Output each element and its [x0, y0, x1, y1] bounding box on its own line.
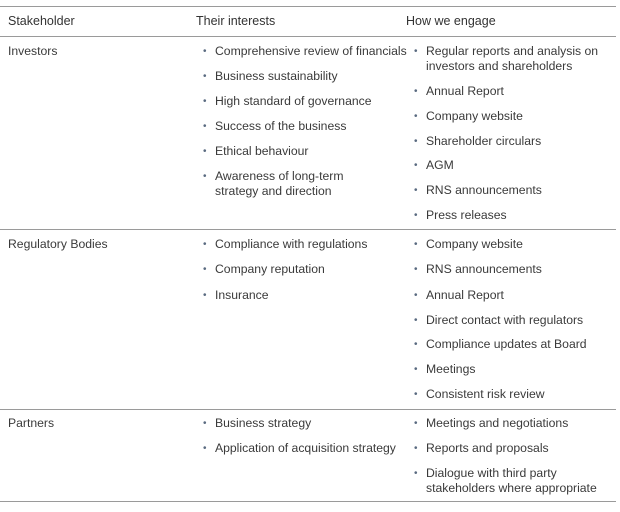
bullet-icon: • [203, 264, 207, 275]
interest-item-text [215, 262, 325, 277]
interest-item-text [215, 119, 346, 134]
bullet-icon: • [414, 86, 418, 97]
engage-item [414, 237, 523, 252]
row-rule [0, 229, 616, 230]
engage-item [414, 362, 475, 377]
interest-item [203, 288, 269, 303]
item-line: Consistent risk review [426, 387, 545, 401]
bullet-icon: • [203, 121, 207, 132]
item-line: Shareholder circulars [426, 134, 542, 148]
bullet-icon: • [414, 239, 418, 250]
engage-item-text [426, 337, 587, 352]
engage-item [414, 337, 587, 352]
item-line: Reports and proposals [426, 441, 549, 455]
bullet-icon: • [414, 468, 418, 479]
interest-item-text [215, 237, 367, 252]
interest-item-text [215, 94, 372, 109]
interest-item [203, 119, 346, 134]
stakeholder-name: Partners [8, 416, 55, 430]
engage-item [414, 441, 549, 456]
engage-item [414, 416, 568, 431]
stakeholder-name: Regulatory Bodies [8, 237, 108, 251]
engage-item-text [426, 466, 597, 496]
engage-item-text [426, 44, 598, 74]
engage-item [414, 84, 504, 99]
bullet-icon: • [414, 210, 418, 221]
bullet-icon: • [414, 364, 418, 375]
item-line: RNS announcements [426, 183, 542, 197]
item-line: Comprehensive review of financials [215, 44, 407, 58]
bullet-icon: • [414, 264, 418, 275]
engage-item-text [426, 288, 504, 303]
engage-item-text [426, 313, 583, 328]
header-interests: Their interests [196, 14, 276, 28]
engage-item-text [426, 208, 507, 223]
engage-item [414, 313, 583, 328]
bullet-icon: • [414, 389, 418, 400]
engage-item [414, 387, 545, 402]
engage-item [414, 109, 523, 124]
item-line: Ethical behaviour [215, 144, 309, 158]
interest-item [203, 44, 407, 59]
interest-item [203, 69, 338, 84]
item-line: Press releases [426, 208, 507, 222]
item-line: RNS announcements [426, 262, 542, 276]
engage-item-text [426, 158, 454, 173]
item-line: Company website [426, 109, 523, 123]
bullet-icon: • [414, 46, 418, 57]
item-line: stakeholders where appropriate [426, 481, 597, 495]
interest-item [203, 441, 396, 456]
interest-item-text [215, 288, 269, 303]
interest-item-text [215, 441, 396, 456]
item-line: Awareness of long-term [215, 169, 344, 183]
engage-item [414, 44, 598, 74]
item-line: Annual Report [426, 288, 504, 302]
item-line: Meetings and negotiations [426, 416, 569, 430]
item-line: Meetings [426, 362, 476, 376]
item-line: Application of acquisition strategy [215, 441, 396, 455]
bullet-icon: • [203, 146, 207, 157]
header-stakeholder: Stakeholder [8, 14, 75, 28]
interest-item-text [215, 144, 309, 159]
bullet-icon: • [414, 185, 418, 196]
interest-item [203, 237, 367, 252]
interest-item [203, 144, 309, 159]
bullet-icon: • [414, 111, 418, 122]
bullet-icon: • [414, 136, 418, 147]
bullet-icon: • [414, 339, 418, 350]
bullet-icon: • [203, 46, 207, 57]
bullet-icon: • [414, 290, 418, 301]
bullet-icon: • [414, 160, 418, 171]
engage-item-text [426, 84, 504, 99]
interest-item [203, 94, 372, 109]
item-line: Business sustainability [215, 69, 338, 83]
engage-item-text [426, 416, 568, 431]
engage-item-text [426, 183, 542, 198]
engage-item [414, 288, 504, 303]
engage-item [414, 262, 542, 277]
interest-item [203, 169, 343, 199]
bullet-icon: • [203, 443, 207, 454]
interest-item-text [215, 69, 338, 84]
engage-item-text [426, 387, 545, 402]
engage-item [414, 158, 454, 173]
item-line: Success of the business [215, 119, 347, 133]
engage-item [414, 466, 597, 496]
header-rule [0, 36, 616, 37]
item-line: Compliance updates at Board [426, 337, 587, 351]
table-top-rule [0, 6, 616, 7]
engage-item [414, 183, 542, 198]
row-rule [0, 501, 616, 502]
interest-item-text [215, 169, 343, 199]
interest-item-text [215, 416, 311, 431]
item-line: High standard of governance [215, 94, 372, 108]
header-engage: How we engage [406, 14, 496, 28]
item-line: strategy and direction [215, 184, 332, 198]
stakeholder-name: Investors [8, 44, 58, 58]
item-line: AGM [426, 158, 454, 172]
item-line: Annual Report [426, 84, 504, 98]
engage-item-text [426, 262, 542, 277]
bullet-icon: • [414, 418, 418, 429]
item-line: Regular reports and analysis on [426, 44, 599, 58]
bullet-icon: • [203, 290, 207, 301]
item-line: Compliance with regulations [215, 237, 368, 251]
bullet-icon: • [203, 96, 207, 107]
bullet-icon: • [203, 239, 207, 250]
interest-item [203, 416, 311, 431]
item-line: Direct contact with regulators [426, 313, 584, 327]
engage-item-text [426, 441, 549, 456]
row-rule [0, 409, 616, 410]
engage-item-text [426, 134, 541, 149]
engage-item-text [426, 109, 523, 124]
interest-item [203, 262, 325, 277]
item-line: Insurance [215, 288, 269, 302]
engage-item-text [426, 237, 523, 252]
engage-item [414, 208, 507, 223]
interest-item-text [215, 44, 407, 59]
bullet-icon: • [203, 71, 207, 82]
engage-item-text [426, 362, 475, 377]
bullet-icon: • [414, 443, 418, 454]
item-line: Business strategy [215, 416, 312, 430]
item-line: investors and shareholders [426, 59, 573, 73]
item-line: Company website [426, 237, 523, 251]
bullet-icon: • [414, 315, 418, 326]
bullet-icon: • [203, 418, 207, 429]
bullet-icon: • [203, 171, 207, 182]
item-line: Company reputation [215, 262, 325, 276]
item-line: Dialogue with third party [426, 466, 557, 480]
engage-item [414, 134, 541, 149]
